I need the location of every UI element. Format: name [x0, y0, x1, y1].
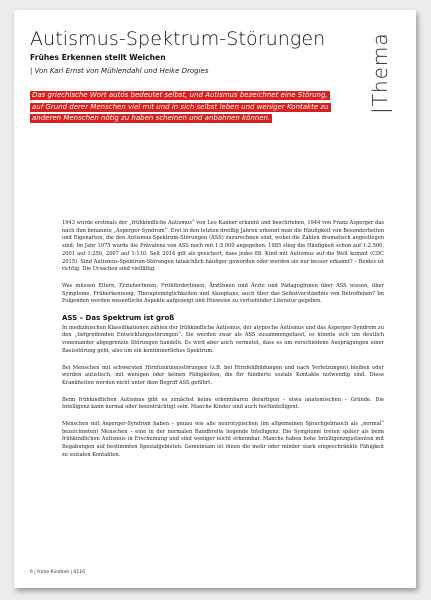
page-footer: 6 | frühe Kindheit | 0116: [30, 570, 85, 575]
body-paragraph: 1943 wurde erstmals der „frühkindliche Autismus“ von Leo Kanner erkannt und beschrieben, 1944 von Franz Asperger das nach ihm benannte „Asperger-Syndrom“. Erst in den letzten dreißig Jahren erkennt man die Häufigkeit von Besonderheiten und Eigenarten, die den Autismus-Spektrum-Störungen (ASS) zuzurechnen sind, wobei die Zahlen dramatisch angestiegen sind: Im Jahr 1975 wurde die Prävalenz von ASS noch mit 1:5.000 angegeben. 1985 stieg die Häufigkeit schon auf 1:2.500, 2001 auf 1:250, 2007 auf 1:110. Seit 2014 gilt als gesichert, dass jedes 88. Kind mit Autismus auf die Welt kommt (CDC 2015). Sind Autismus-Spektrum-Störungen tatsächlich häufiger geworden oder werden sie nur besser erkannt? – Beides ist richtig. Die Ursachen sind vielfältig.: [62, 220, 384, 273]
body-paragraph: Was müssen Eltern, ErzieherInnen, FrühförderInnen, ÄrztInnen und Ärzte und PädagogInnen über ASS wissen, über Symptome, Früherkennung, Therapiemöglichkeiten und Akzeptanz, auch über das Selbstverständnis von Betroffenen? Im Folgenden werden wesentliche Aspekte aufgezeigt und Hinweise zu vertiefender Literatur gegeben.: [62, 282, 384, 305]
lead-line: auf Grund derer Menschen viel mit und in sich selbst leben und weniger Kontakte zu: [32, 102, 329, 111]
body-paragraph: In medizinischen Klassifikationen zählen der frühkindliche Autismus, der atypische Autismus und das Asperger-Syndrom zu den „tiefgreifenden Entwicklungsstörungen“. Sie werden zwar als ASS zusammengefasst, es könnte sich um deutlich voneinander abgegrenzte Störungen handeln. Es wird aber auch vermutet, dass es um verschiedene Ausprägungen einer Basisstörung geht, also um ein kontinuierliches Spektrum.: [62, 324, 384, 354]
lead-line: Das griechische Wort autós bedeutet selbst, und Autismus bezeichnet eine Störung,: [32, 91, 328, 99]
body-paragraph: Bei Menschen mit schwersten Hirnfunktionsstörungen (z.B. bei Hirnfehlbildungen und nach Verletzungen) bleiben oder werden autistisch, mit wenigen oder keinen Fähigkeiten, die für fundierte soziale Kontakte notwendig sind. Diese Krankheiten werden nicht unter dem Begriff ASS geführt.: [62, 364, 384, 386]
body-paragraph: Menschen mit Asperger-Syndrom haben – genau wie alle neurotypischen (im allgemeinen Sprachgebrauch als „normal“ bezeichneten) Menschen – eine in der normalen Bandbreite liegende Intelligenz. Die Symptome treten später als beim frühkindlichen Autismus in Erscheinung und sind weniger leicht erkennbar. Manche haben hohe Intelligenzquotienten mit Begabungen auf bestimmten Spezialgebieten. Gemeinsam ist ihnen die mehr oder minder stark eingeschränkte Fähigkeit zu sozialen Kontakten.: [62, 421, 384, 458]
section-label: |Thema: [368, 32, 392, 114]
lead-line: anderen Menschen nötig zu haben scheinen und anbahnen können.: [32, 114, 271, 122]
lead-paragraph: [30, 90, 362, 125]
article-authors: | Von Karl Ernst von Mühlendahl und Heike Drogies: [30, 67, 209, 75]
body-paragraph: Beim frühkindlichen Autismus gibt es zunächst keine erkennbaren derartigen – etwa anatomischen – Gründe. Die Intelligenz kann normal oder beeinträchtigt sein. Manche Kinder sind auch hochintelligent.: [62, 396, 384, 411]
section-heading: ASS – Das Spektrum ist groß: [62, 314, 175, 323]
article-body: [62, 220, 384, 469]
document-page: [14, 10, 416, 588]
article-subtitle: Frühes Erkennen stellt Weichen: [30, 53, 166, 62]
article-title: Autismus-Spektrum-Störungen: [30, 28, 326, 50]
